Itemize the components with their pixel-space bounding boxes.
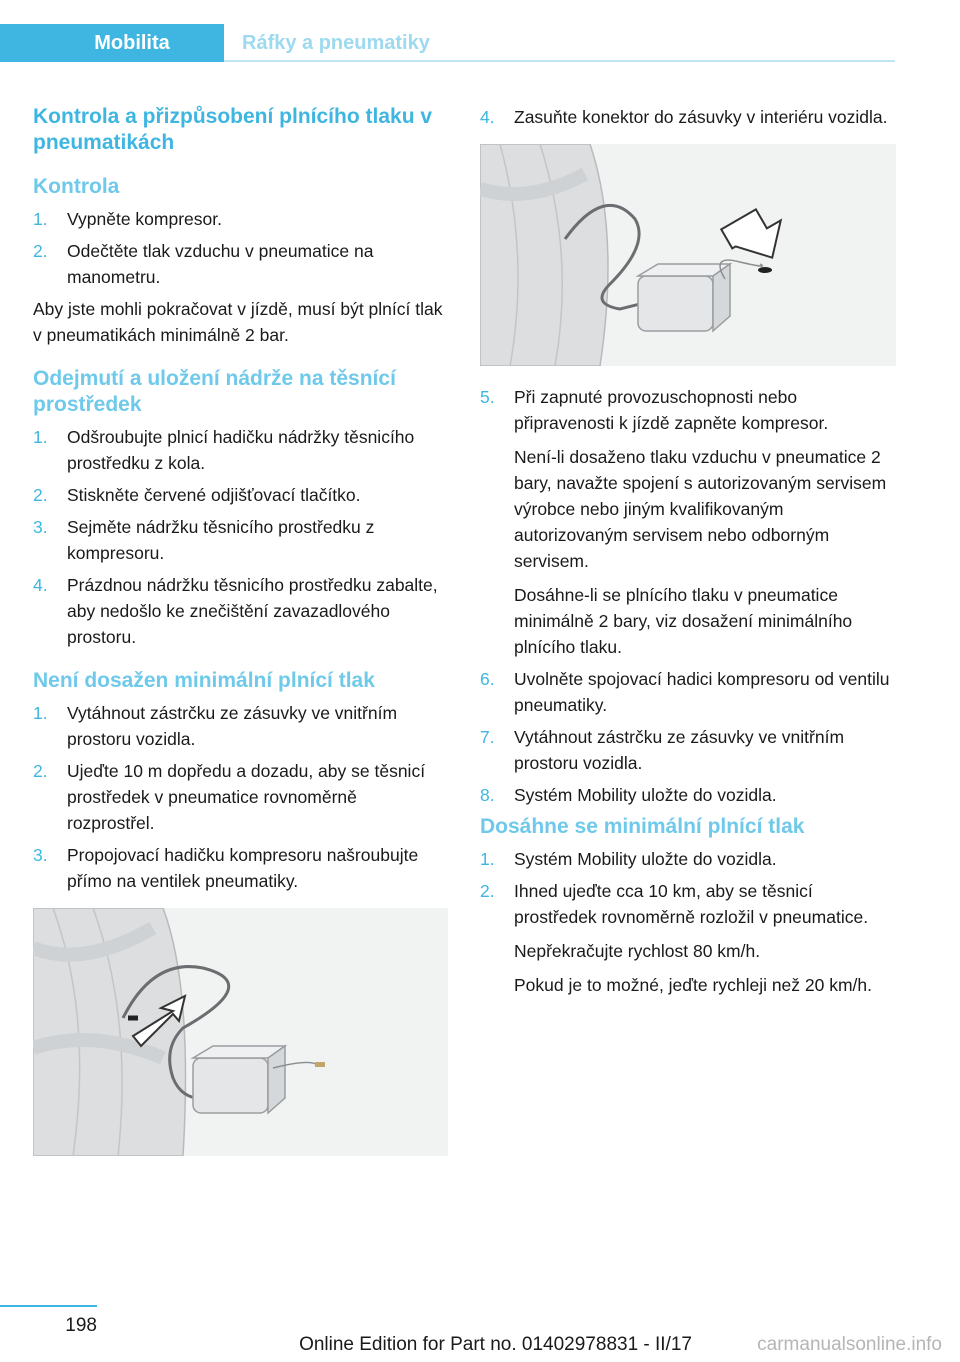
left-column: [33, 104, 448, 1156]
heading-kontrola: Kontrola: [33, 175, 120, 198]
list-kontrola: [33, 206, 448, 290]
right-column: [480, 104, 896, 1004]
list-item: [33, 238, 448, 290]
list-item: [33, 758, 448, 836]
step-text: Vytáhnout zástrčku ze zásuvky ve vnitřním prostoru vozidla.: [67, 703, 398, 749]
step-number: 2.: [33, 485, 48, 505]
header-tab-bar: [0, 24, 895, 62]
step-text: Sejměte nádržku těsnicího prostředku z kompresoru.: [67, 517, 375, 563]
kontrola-note: Aby jste mohli pokračovat v jízdě, musí být plnící tlak v pneumatikách minimálně 2 bar.: [33, 299, 443, 345]
step-number: 3.: [33, 845, 48, 865]
list-item: [480, 782, 896, 808]
step-text: Ujeďte 10 m dopředu a dozadu, aby se těsnicí prostředek v pneumatice rovnoměrně rozprostřel.: [67, 761, 426, 833]
step-text: Vypněte kompresor.: [67, 209, 222, 229]
list-item: [480, 846, 896, 872]
step-text: Ihned ujeďte cca 10 km, aby se těsnicí prostředek rovnoměrně rozložil v pneumatice.: [514, 881, 869, 927]
header-divider: [224, 60, 895, 62]
wheel-compressor-illustration: [33, 908, 448, 1156]
step-text: Propojovací hadičku kompresoru našroubujte přímo na ventilek pneumatiky.: [67, 845, 419, 891]
list-odejmuti: [33, 424, 448, 650]
step-text: Zasuňte konektor do zásuvky v interiéru vozidla.: [514, 107, 888, 127]
edition-text: Online Edition for Part no. 01402978831 - II/17: [299, 1334, 692, 1355]
step-number: 7.: [480, 727, 495, 747]
step-text: Odšroubujte plnicí hadičku nádržky těsnicího prostředku z kola.: [67, 427, 415, 473]
list-steps-continued-a: [480, 104, 896, 130]
step-text: Odečtěte tlak vzduchu v pneumatice na manometru.: [67, 241, 374, 287]
page-number: 198: [65, 1315, 97, 1336]
illustration-socket-connector: [480, 144, 896, 366]
list-item: [33, 424, 448, 476]
step-detail: Není-li dosaženo tlaku vzduchu v pneumatice 2 bary, navažte spojení s autorizovaným servisem výrobce nebo jiným kvalifikovaným autorizovaným servisem nebo odborným servisem.: [514, 447, 887, 571]
list-item: [480, 666, 896, 718]
step-number: 1.: [33, 209, 48, 229]
list-item: [33, 482, 448, 508]
step-number: 2.: [33, 241, 48, 261]
list-item: [33, 514, 448, 566]
step-number: 4.: [33, 575, 48, 595]
step-number: 2.: [480, 881, 495, 901]
step-text: Uvolněte spojovací hadici kompresoru od ventilu pneumatiky.: [514, 669, 890, 715]
heading-neni: Není dosažen minimální plnící tlak: [33, 669, 375, 692]
list-item: [33, 572, 448, 650]
list-item: [480, 724, 896, 776]
step-text: Vytáhnout zástrčku ze zásuvky ve vnitřním prostoru vozidla.: [514, 727, 845, 773]
list-item: [33, 842, 448, 894]
step-number: 8.: [480, 785, 495, 805]
step-number: 1.: [480, 849, 495, 869]
compressor-socket-illustration: [480, 144, 896, 366]
list-item: [480, 384, 896, 660]
step-text: Při zapnuté provozuschopnosti nebo připravenosti k jízdě zapněte kompresor.: [514, 387, 829, 433]
section-tab: Mobilita: [0, 24, 224, 62]
step-detail: Pokud je to možné, jeďte rychleji než 20 km/h.: [514, 975, 873, 995]
heading-odejmuti: Odejmutí a uložení nádrže na těsnící prostředek: [33, 367, 396, 416]
list-item: [480, 878, 896, 998]
step-number: 1.: [33, 703, 48, 723]
list-neni: [33, 700, 448, 894]
step-number: 5.: [480, 387, 495, 407]
heading-dosahne: Dosáhne se minimální plnící tlak: [480, 815, 805, 838]
footer-divider: [0, 1305, 97, 1307]
step-number: 6.: [480, 669, 495, 689]
subsection-tab: Ráfky a pneumatiky: [242, 31, 430, 54]
step-detail: Dosáhne-li se plnícího tlaku v pneumatice minimálně 2 bary, viz dosažení minimálního plnícího tlaku.: [514, 585, 853, 657]
step-text: Stiskněte červené odjišťovací tlačítko.: [67, 485, 361, 505]
step-number: 2.: [33, 761, 48, 781]
list-steps-continued-b: [480, 384, 896, 808]
page-title: Kontrola a přizpůsobení plnícího tlaku v pneumatikách: [33, 105, 433, 154]
step-number: 1.: [33, 427, 48, 447]
list-item: [33, 206, 448, 232]
illustration-valve-connection: [33, 908, 448, 1156]
step-text: Prázdnou nádržku těsnicího prostředku zabalte, aby nedošlo ke znečištění zavazadlového prostoru.: [67, 575, 438, 647]
list-item: [480, 104, 896, 130]
step-number: 3.: [33, 517, 48, 537]
step-text: Systém Mobility uložte do vozidla.: [514, 785, 777, 805]
step-detail: Nepřekračujte rychlost 80 km/h.: [514, 941, 761, 961]
step-text: Systém Mobility uložte do vozidla.: [514, 849, 777, 869]
watermark: carmanualsonline.info: [757, 1334, 942, 1355]
list-dosahne: [480, 846, 896, 998]
list-item: [33, 700, 448, 752]
step-number: 4.: [480, 107, 495, 127]
